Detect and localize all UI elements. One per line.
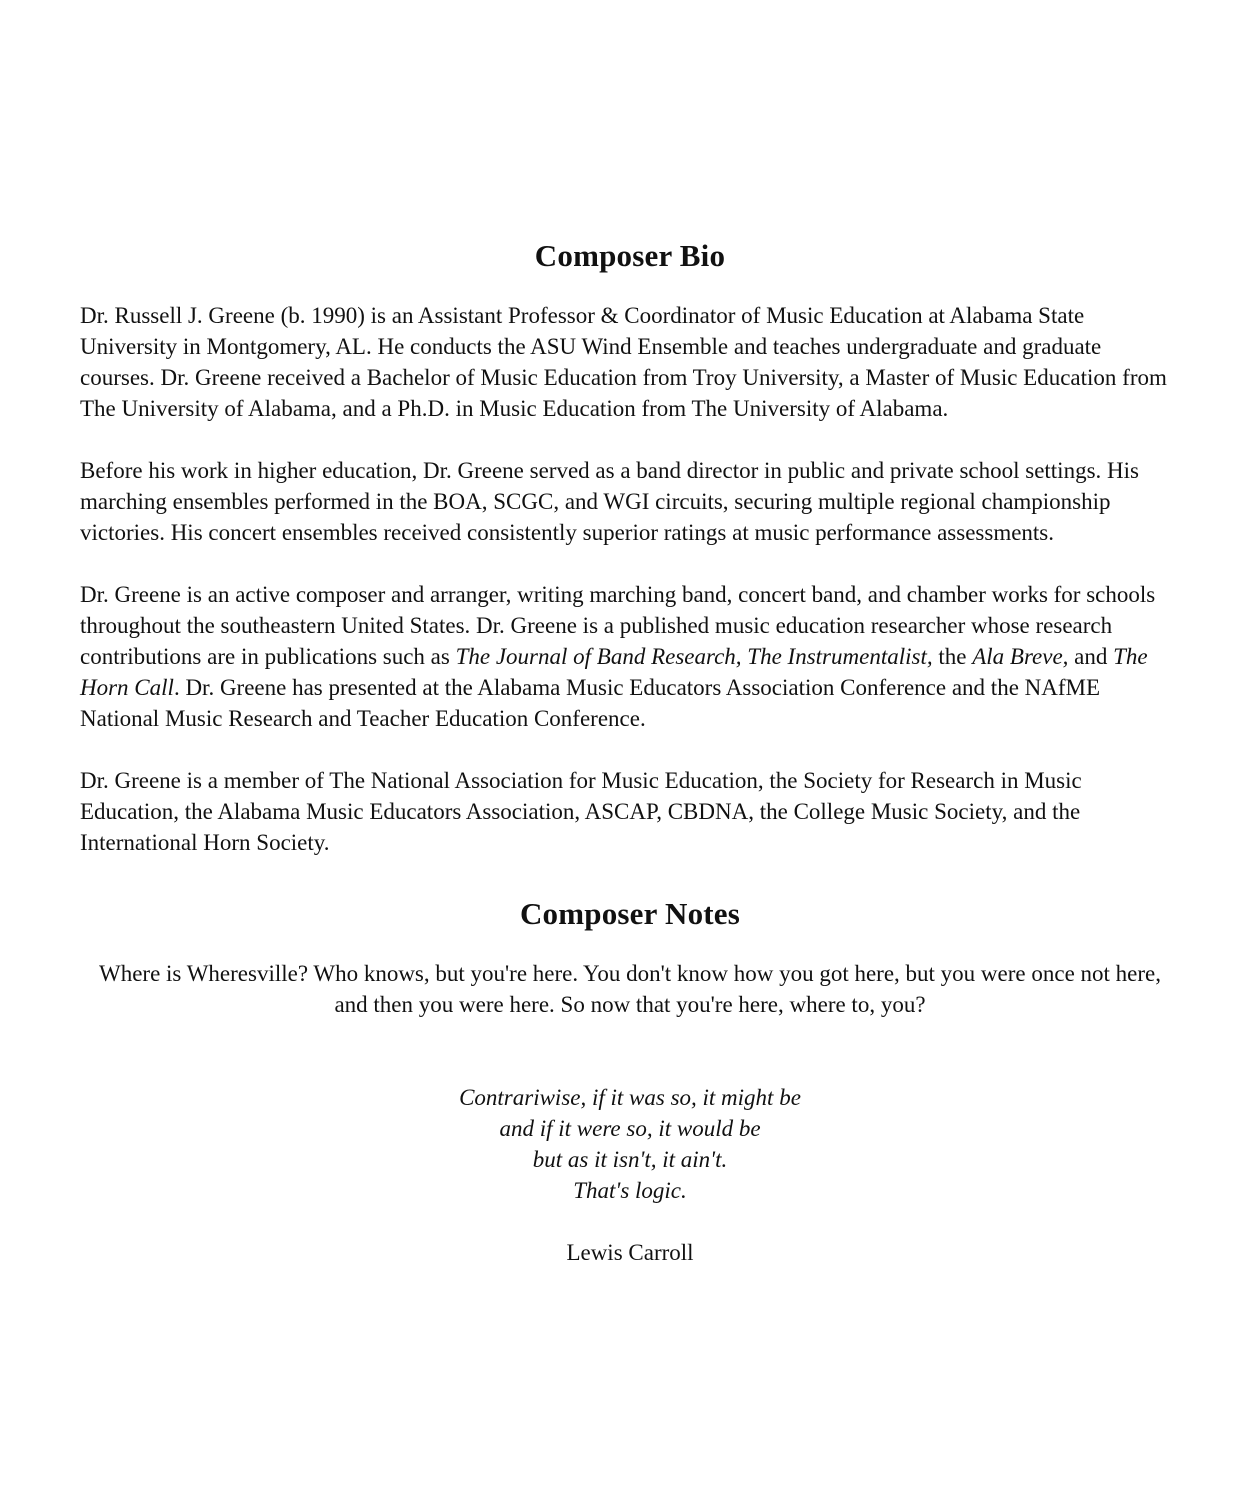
composer-notes-text: Where is Wheresville? Who knows, but you're here. You don't know how you got here, but you were once not here, and then you were here. So now that you're here, where to, you?	[99, 961, 1161, 1017]
document-page	[80, 236, 1180, 1268]
bio-paragraph-memberships: Dr. Greene is a member of The National Association for Music Education, the Society for Research in Music Education, the Alabama Music Educators Association, ASCAP, CBDNA, the College Music Society, and the International Horn Society.	[80, 768, 1082, 855]
bio-p3-lead: Dr. Greene is an active composer and arranger, writing marching band, concert band, and chamber works for schools throughout the southeastern United States. Dr. Greene is a published music education researcher whose research contributions are in publications such as	[80, 582, 1156, 669]
poem-line: That's logic.	[573, 1178, 687, 1203]
quote-poem	[80, 1082, 1180, 1206]
publication-ala-breve: Ala Breve,	[972, 644, 1069, 669]
poem-line: and if it were so, it would be	[499, 1116, 761, 1141]
bio-paragraph-education: Dr. Russell J. Greene (b. 1990) is an Assistant Professor & Coordinator of Music Education at Alabama State University in Montgomery, AL. He conducts the ASU Wind Ensemble and teaches undergraduate and graduate courses. Dr. Greene received a Bachelor of Music Education from Troy University, a Master of Music Education from The University of Alabama, and a Ph.D. in Music Education from The University of Alabama.	[80, 303, 1167, 421]
bio-p3-mid1: the	[932, 644, 973, 669]
publication-journal-instrumentalist: The Journal of Band Research, The Instrumentalist,	[455, 644, 933, 669]
bio-p3-tail: . Dr. Greene has presented at the Alabama Music Educators Association Conference and the NAfME National Music Research and Teacher Education Conference.	[80, 675, 1101, 731]
bio-paragraph-composition-research	[80, 579, 1180, 734]
poem-line: but as it isn't, it ain't.	[532, 1147, 728, 1172]
bio-p3-mid2: and	[1068, 644, 1114, 669]
publication-horn-call: The Horn Call	[80, 644, 1148, 700]
poem-line: Contrariwise, if it was so, it might be	[459, 1085, 801, 1110]
quote-attribution: Lewis Carroll	[566, 1240, 694, 1265]
bio-paragraph-teaching-career: Before his work in higher education, Dr. Greene served as a band director in public and private school settings. His marching ensembles performed in the BOA, SCGC, and WGI circuits, securing multiple regional championship victories. His concert ensembles received consistently superior ratings at music performance assessments.	[80, 458, 1139, 545]
composer-notes-heading: Composer Notes	[519, 896, 741, 931]
composer-bio-heading: Composer Bio	[534, 238, 726, 273]
